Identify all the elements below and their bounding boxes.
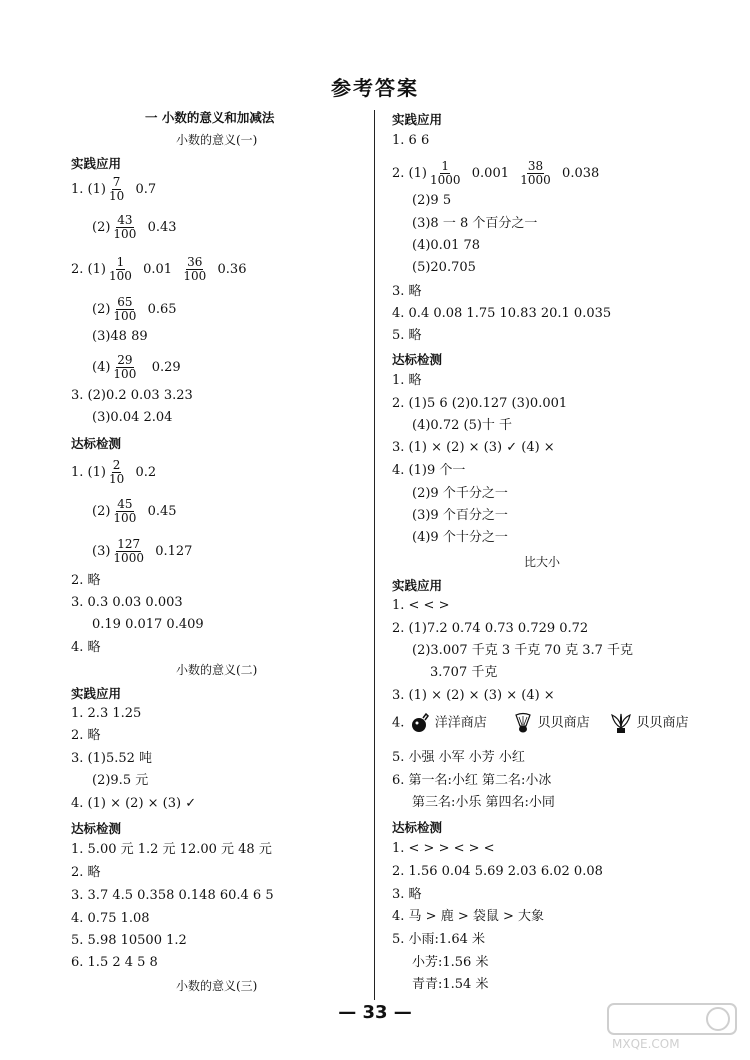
subsection-title: 小数的意义(一) [176, 133, 258, 147]
section-heading-check: 达标检测 [392, 352, 443, 367]
answer-line: 1. < > > < > < [392, 841, 495, 856]
answer-line: 2. (1)5 6 (2)0.127 (3)0.001 [392, 396, 568, 411]
answer-line: (4)9 个十分之一 [412, 530, 508, 545]
answer-line: 3. (1)5.52 吨 [71, 751, 153, 766]
page-number: — 33 — [338, 1002, 412, 1023]
section-heading-check: 达标检测 [392, 820, 443, 835]
answer-line: 4. (1) × (2) × (3) ✓ [71, 796, 197, 811]
answer-line: (4)0.72 (5)十 千 [412, 418, 513, 433]
answer-line: (2)9 5 [412, 193, 452, 208]
answer-line: 5. 5.98 10500 1.2 [71, 933, 187, 948]
answer-line: 4. 略 [71, 640, 101, 655]
answer-line: (3)48 89 [92, 329, 148, 344]
section-heading-check: 达标检测 [71, 821, 122, 836]
answer-line: (3)9 个百分之一 [412, 508, 508, 523]
answer-line: 5. 略 [392, 328, 422, 343]
section-heading-practice: 实践应用 [392, 578, 443, 593]
answer-line: 4. 马 > 鹿 > 袋鼠 > 大象 [392, 909, 545, 924]
fraction: $\frac{127}{1000}$ [113, 537, 144, 565]
subsection-title: 小数的意义(三) [176, 979, 258, 993]
section-heading-check: 达标检测 [71, 436, 122, 451]
watermark-logo [606, 1002, 738, 1052]
page-title: 参考答案 [331, 76, 419, 100]
answer-line: (2)9.5 元 [92, 773, 149, 788]
fraction: $\frac{45}{100}$ [113, 497, 137, 525]
answer-line: 1. 2.3 1.25 [71, 706, 142, 721]
answer-line: 6. 1.5 2 4 5 8 [71, 955, 158, 970]
answer-line: (4) $\frac{29}{100}$ 0.29 [92, 353, 181, 381]
answer-line: (3) $\frac{127}{1000}$ 0.127 [92, 537, 193, 565]
answer-line: 2. (1) $\frac{1}{1000}$ 0.001 $\frac{38}{1000}$ 0.038 [392, 159, 600, 187]
answer-line: 1. 6 6 [392, 133, 430, 148]
answer-line: 4. 0.75 1.08 [71, 911, 150, 926]
answer-line: 4. (1)9 个一 [392, 463, 466, 478]
answer-line: (2) $\frac{65}{100}$ 0.65 [92, 295, 177, 323]
section-heading-practice: 实践应用 [71, 686, 122, 701]
answer-line: 2. 略 [71, 728, 101, 743]
fraction: $\frac{43}{100}$ [113, 213, 137, 241]
answer-line: (2)9 个千分之一 [412, 486, 508, 501]
answer-line: (2) $\frac{43}{100}$ 0.43 [92, 213, 177, 241]
answer-line: 3. 0.3 0.03 0.003 [71, 595, 183, 610]
answer-line: 1. 5.00 元 1.2 元 12.00 元 48 元 [71, 842, 272, 857]
answer-line: 3. (1) × (2) × (3) × (4) × [392, 688, 555, 703]
answer-line: 3. (2)0.2 0.03 3.23 [71, 388, 193, 403]
fraction: $\frac{65}{100}$ [113, 295, 137, 323]
answer-line: (4)0.01 78 [412, 238, 481, 253]
answer-line: 3. 略 [392, 887, 422, 902]
answer-line: 4. 0.4 0.08 1.75 10.83 20.1 0.035 [392, 306, 612, 321]
answer-line: 2. 1.56 0.04 5.69 2.03 6.02 0.08 [392, 864, 603, 879]
subsection-title: 比大小 [524, 555, 561, 569]
answer-line: 1. 略 [392, 373, 422, 388]
answer-line: (3)8 一 8 个百分之一 [412, 216, 538, 231]
answer-line: 2. (1) $\frac{1}{100}$ 0.01 $\frac{36}{100}$ 0.36 [71, 255, 247, 283]
answer-line-shops: 4. 洋洋商店 贝贝商店 贝贝商店 [392, 712, 689, 734]
unit-heading: 一 小数的意义和加减法 [145, 110, 275, 125]
ball-icon [409, 712, 431, 734]
watermark-text: MXQE.COM [612, 1037, 680, 1051]
fraction: $\frac{36}{100}$ [183, 255, 207, 283]
answer-line: (2) $\frac{45}{100}$ 0.45 [92, 497, 177, 525]
answer-line: 1. (1) $\frac{2}{10}$ 0.2 [71, 458, 157, 486]
fraction: $\frac{29}{100}$ [113, 353, 137, 381]
answer-line: 1. < < > [392, 598, 450, 613]
shuttlecock-icon [512, 712, 534, 734]
answer-line: 1. (1) $\frac{7}{10}$ 0.7 [71, 175, 157, 203]
subsection-title: 小数的意义(二) [176, 663, 258, 677]
answer-line: 小芳:1.56 米 [412, 955, 489, 970]
fraction: $\frac{38}{1000}$ [520, 159, 551, 187]
answer-line: (2)3.007 千克 3 千克 70 克 3.7 千克 [412, 643, 634, 658]
answer-line: 第三名:小乐 第四名:小同 [412, 795, 555, 810]
answer-line: 6. 第一名:小红 第二名:小冰 [392, 773, 552, 788]
answer-line: 3. 略 [392, 284, 422, 299]
answer-line: (5)20.705 [412, 260, 476, 275]
answer-line: 3. (1) × (2) × (3) ✓ (4) × [392, 440, 555, 455]
fraction: $\frac{1}{100}$ [108, 255, 132, 283]
answer-line: 3.707 千克 [430, 665, 498, 680]
answer-line: 5. 小雨:1.64 米 [392, 932, 485, 947]
shop-label: 洋洋商店 [434, 715, 487, 731]
answer-line: 2. (1)7.2 0.74 0.73 0.729 0.72 [392, 621, 589, 636]
answer-line: 3. 3.7 4.5 0.358 0.148 60.4 6 5 [71, 888, 274, 903]
shop-label: 贝贝商店 [636, 715, 689, 731]
shop-label: 贝贝商店 [537, 715, 590, 731]
answer-line: 5. 小强 小军 小芳 小红 [392, 750, 525, 765]
answer-line: (3)0.04 2.04 [92, 410, 173, 425]
answer-line: 青青:1.54 米 [412, 977, 489, 992]
answer-line: 2. 略 [71, 573, 101, 588]
answer-line: 2. 略 [71, 865, 101, 880]
fraction: $\frac{1}{1000}$ [429, 159, 461, 187]
section-heading-practice: 实践应用 [392, 112, 443, 127]
plant-icon [610, 712, 632, 734]
answer-line: 0.19 0.017 0.409 [92, 617, 204, 632]
section-heading-practice: 实践应用 [71, 156, 122, 171]
column-divider [374, 110, 375, 1000]
fraction: $\frac{7}{10}$ [108, 175, 125, 203]
fraction: $\frac{2}{10}$ [108, 458, 125, 486]
